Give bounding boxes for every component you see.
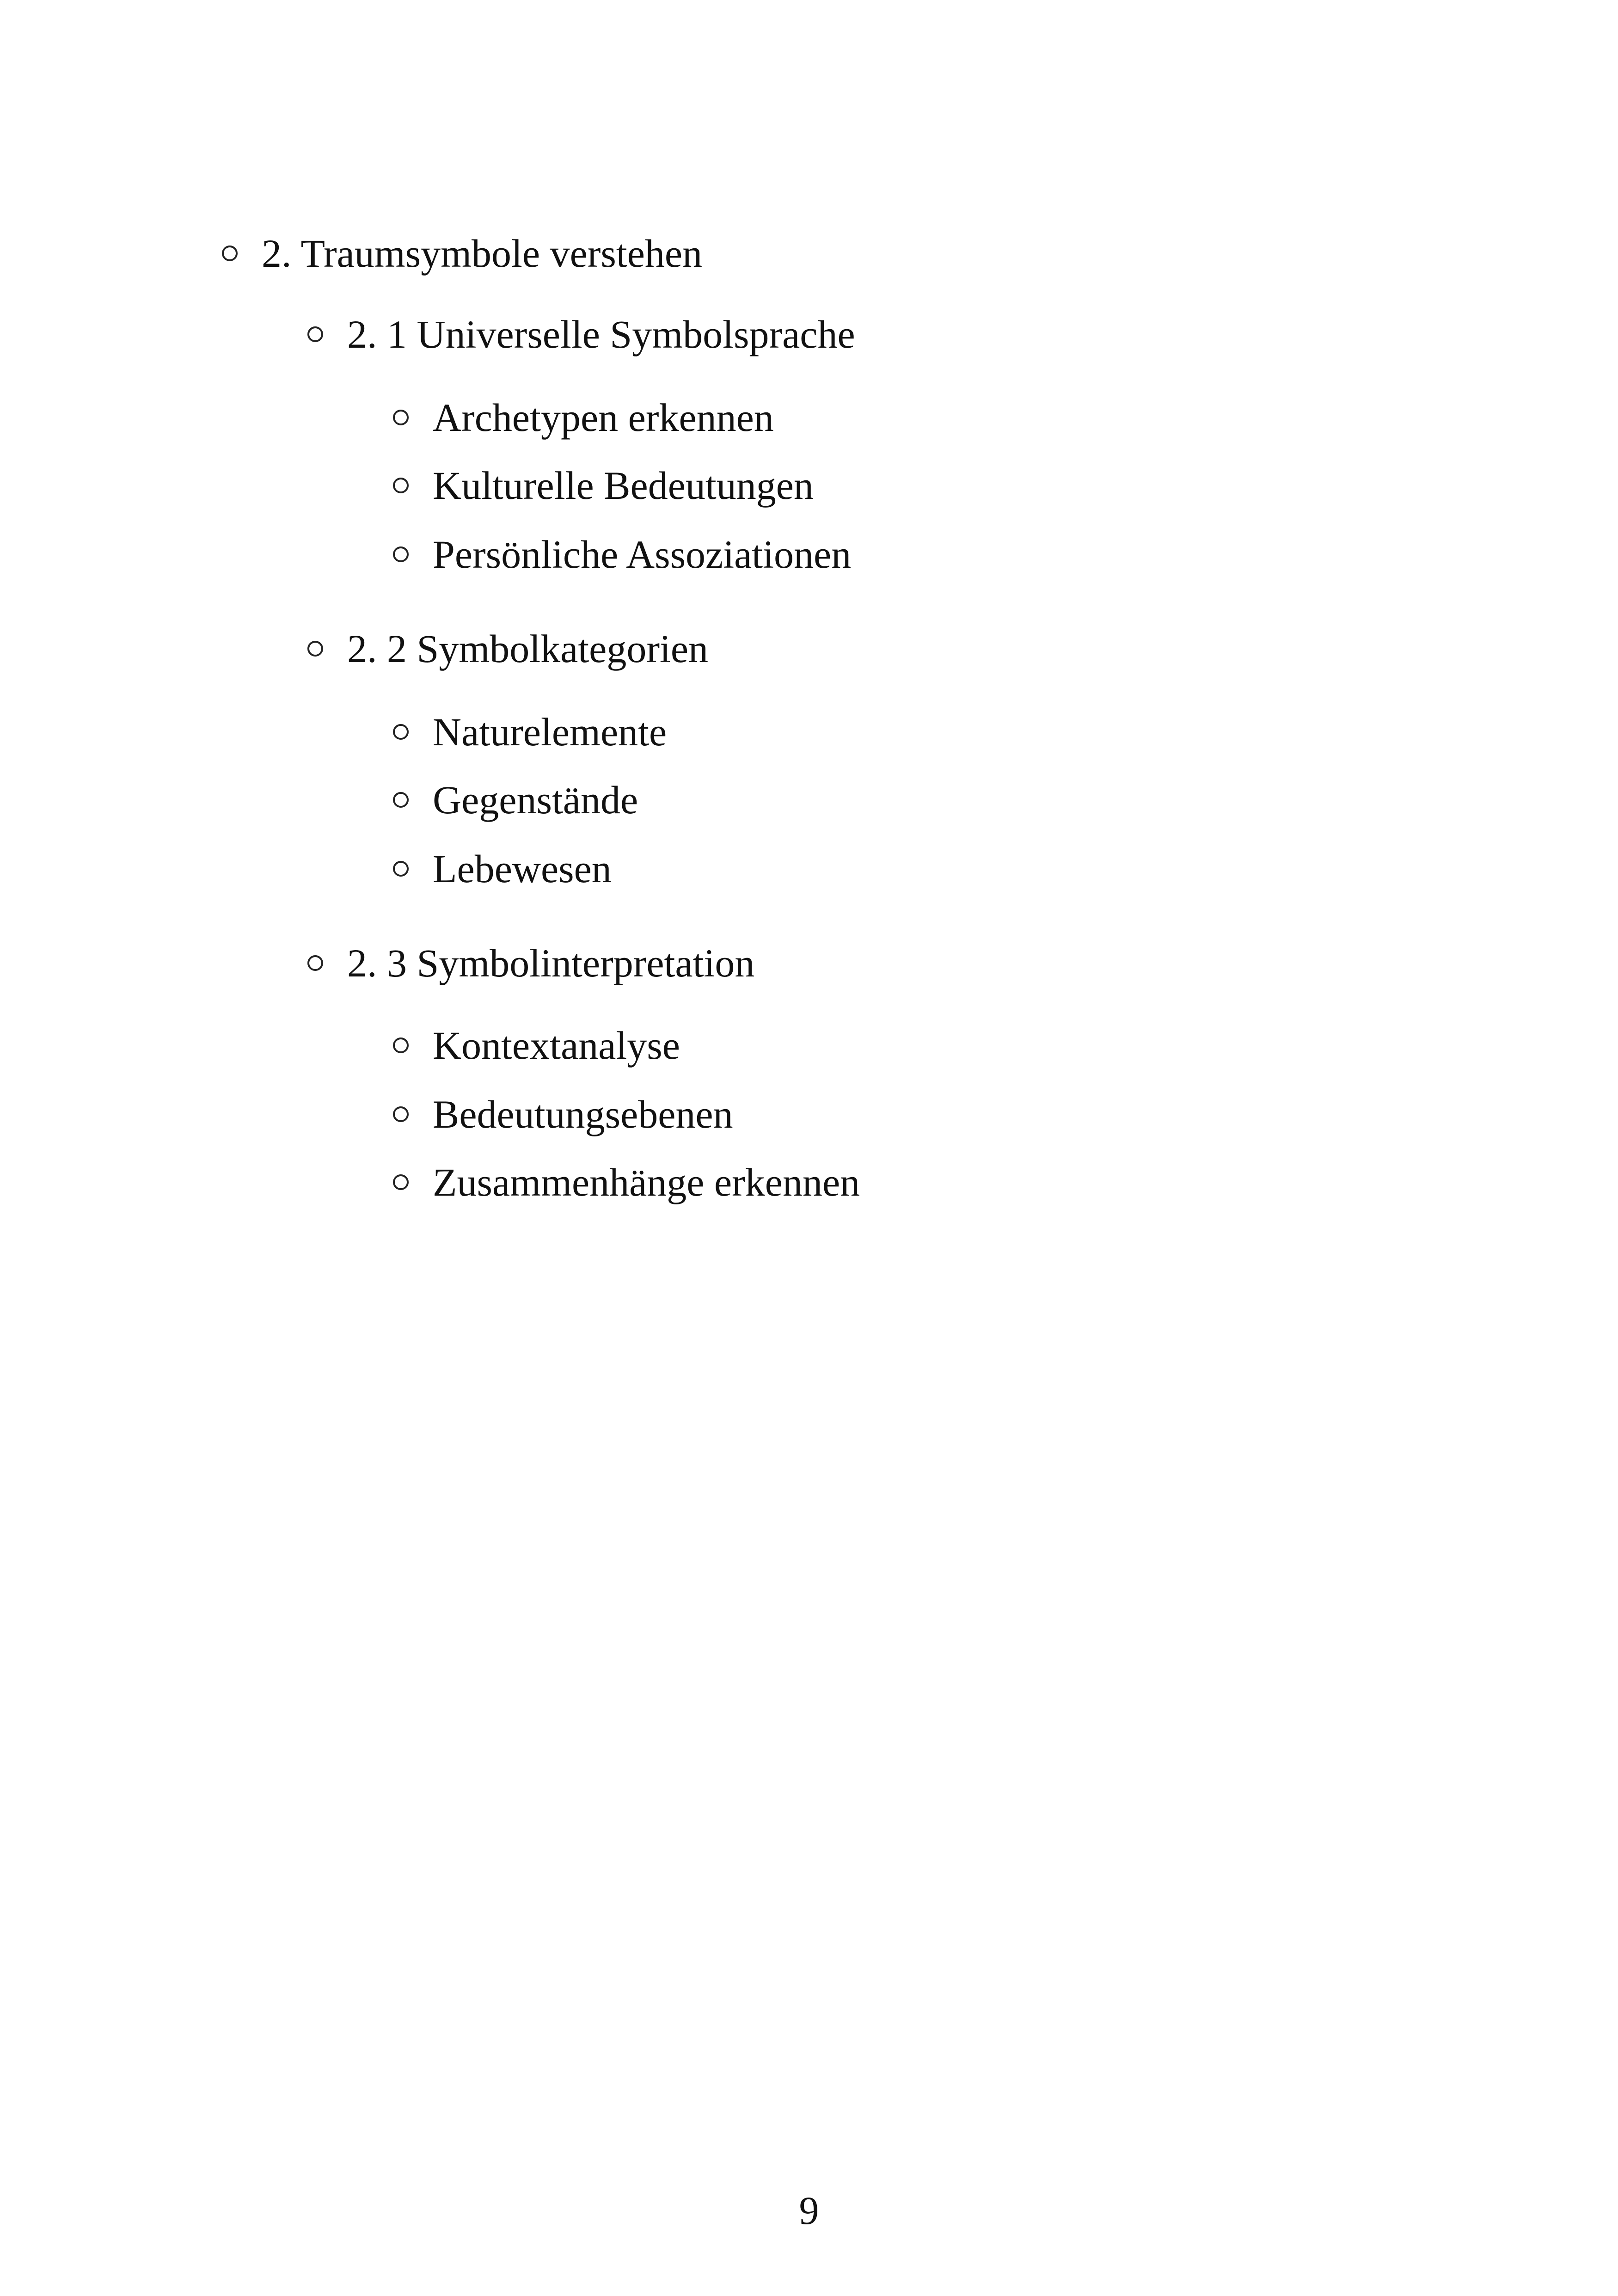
point-label: Gegenstände bbox=[433, 778, 638, 822]
point-label: Kulturelle Bedeutungen bbox=[433, 463, 814, 508]
outline-item-section bbox=[222, 231, 703, 276]
hollow-circle-bullet-icon bbox=[393, 724, 409, 740]
subsection-label: 2. 3 Symbolinterpretation bbox=[347, 941, 755, 985]
outline-item-point bbox=[393, 1023, 680, 1068]
point-label: Lebewesen bbox=[433, 847, 612, 891]
point-label: Bedeutungsebenen bbox=[433, 1092, 733, 1136]
point-label: Naturelemente bbox=[433, 710, 667, 754]
outline-item-point bbox=[393, 395, 774, 440]
outline-item-point bbox=[393, 1162, 860, 1202]
subsection-label: 2. 1 Universelle Symbolsprache bbox=[347, 312, 855, 356]
hollow-circle-bullet-icon bbox=[307, 641, 323, 657]
outline-item-point bbox=[393, 712, 667, 752]
outline-item-subsection-3 bbox=[307, 943, 754, 983]
outline-item-subsection-1 bbox=[307, 314, 855, 354]
hollow-circle-bullet-icon bbox=[393, 792, 409, 808]
hollow-circle-bullet-icon bbox=[393, 1174, 409, 1190]
outline-item-point bbox=[393, 849, 612, 889]
point-label: Kontextanalyse bbox=[433, 1023, 680, 1068]
outline-item-point bbox=[393, 532, 852, 577]
hollow-circle-bullet-icon bbox=[307, 955, 323, 971]
point-label: Archetypen erkennen bbox=[433, 395, 774, 440]
hollow-circle-bullet-icon bbox=[307, 326, 323, 342]
hollow-circle-bullet-icon bbox=[393, 410, 409, 425]
hollow-circle-bullet-icon bbox=[393, 1037, 409, 1053]
point-label: Zusammenhänge erkennen bbox=[433, 1160, 860, 1204]
page-number: 9 bbox=[799, 2188, 819, 2233]
section-label: 2. Traumsymbole verstehen bbox=[262, 231, 703, 276]
point-label: Persönliche Assoziationen bbox=[433, 532, 852, 577]
outline-item-point bbox=[393, 1094, 733, 1134]
hollow-circle-bullet-icon bbox=[393, 1106, 409, 1122]
outline-item-subsection-2 bbox=[307, 626, 709, 671]
hollow-circle-bullet-icon bbox=[393, 861, 409, 877]
outline-item-point bbox=[393, 780, 638, 820]
hollow-circle-bullet-icon bbox=[222, 246, 238, 261]
outline-item-point bbox=[393, 463, 814, 508]
hollow-circle-bullet-icon bbox=[393, 478, 409, 493]
subsection-label: 2. 2 Symbolkategorien bbox=[347, 626, 709, 671]
hollow-circle-bullet-icon bbox=[393, 546, 409, 562]
